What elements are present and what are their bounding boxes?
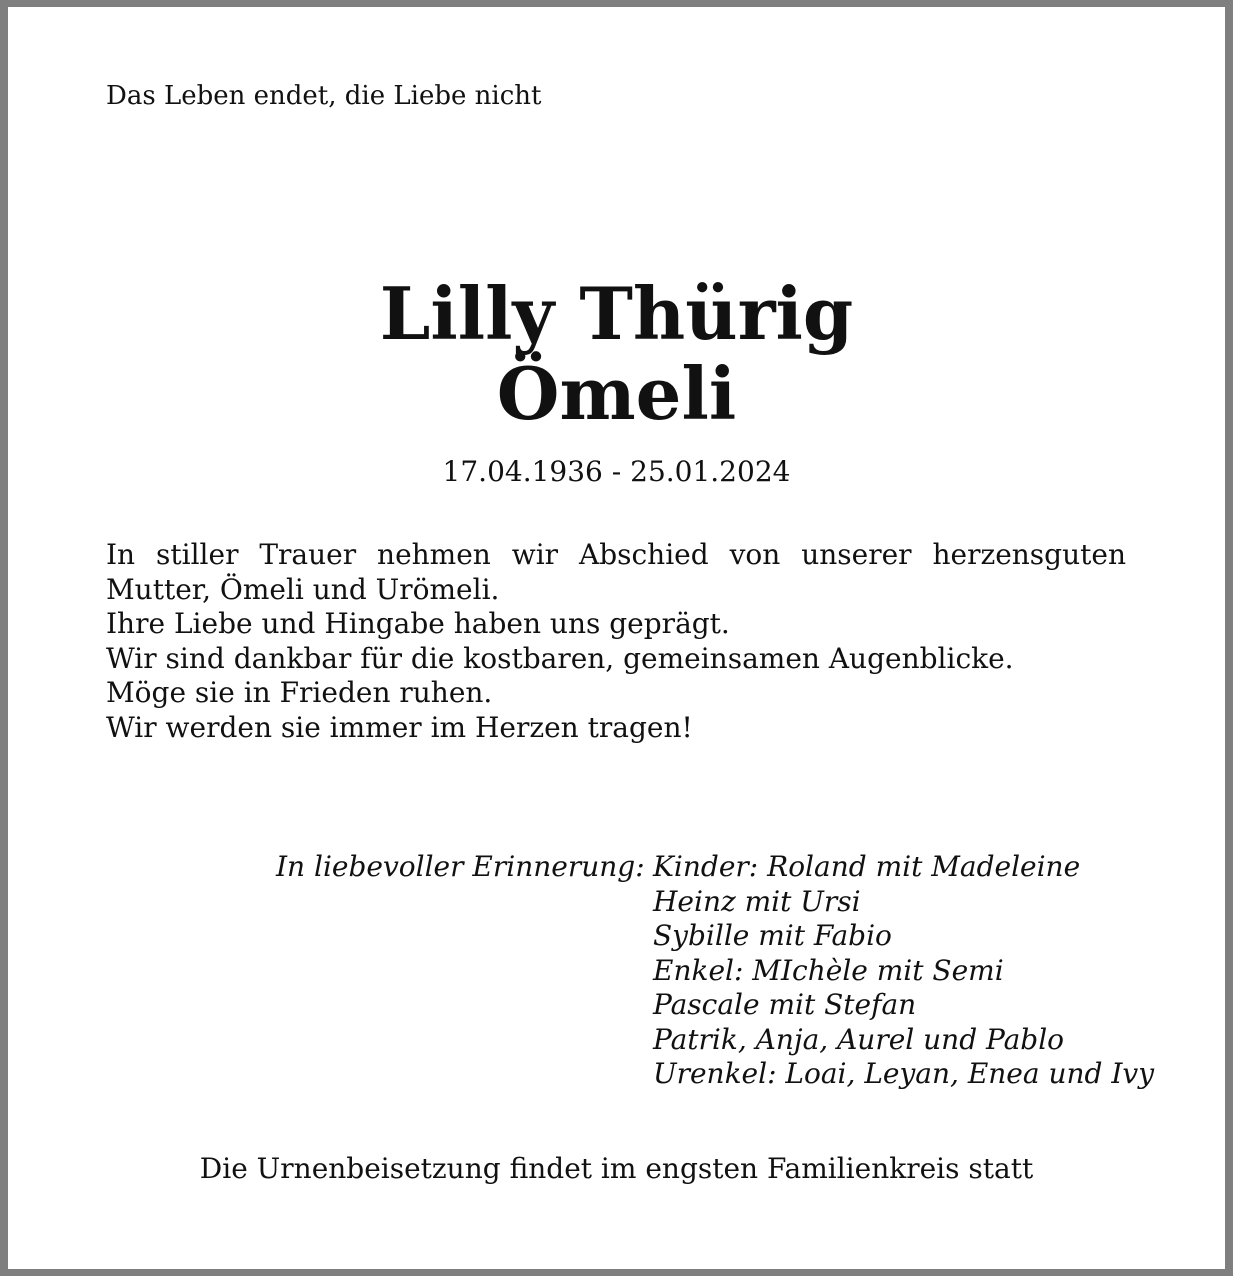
family-list-item: Heinz mit Ursi <box>653 884 861 918</box>
family-list-item: Patrik, Anja, Aurel und Pablo <box>653 1022 1065 1056</box>
mourning-text-line: Wir werden sie immer im Herzen tragen! <box>106 710 693 744</box>
family-list-item: Kinder: Roland mit Madeleine <box>653 850 1081 883</box>
mourning-text-line: In stiller Trauer nehmen wir Abschied von unserer herzensguten <box>106 538 1126 571</box>
family-list <box>653 850 1154 1092</box>
memory-label: In liebevoller Erinnerung: <box>276 850 645 883</box>
mourning-text-line: Ihre Liebe und Hingabe haben uns geprägt. <box>106 607 730 640</box>
deceased-name: Lilly Thürig <box>379 271 854 356</box>
motto: Das Leben endet, die Liebe nicht <box>106 81 542 111</box>
family-list-item: Pascale mit Stefan <box>653 988 917 1021</box>
life-dates: 17.04.1936 - 25.01.2024 <box>442 455 791 488</box>
deceased-nickname: Ömeli <box>496 351 737 436</box>
mourning-text-line: Mutter, Ömeli und Urömeli. <box>106 572 500 606</box>
family-list-item: Enkel: MIchèle mit Semi <box>653 953 1004 987</box>
mourning-text-line: Wir sind dankbar für die kostbaren, gemeinsamen Augenblicke. <box>106 641 1014 675</box>
mourning-text <box>106 538 1126 745</box>
mourning-text-line: Möge sie in Frieden ruhen. <box>106 676 493 709</box>
family-list-item: Urenkel: Loai, Leyan, Enea und Ivy <box>653 1057 1155 1090</box>
obituary-notice <box>8 7 1225 1269</box>
family-list-item: Sybille mit Fabio <box>653 919 892 952</box>
burial-note: Die Urnenbeisetzung findet im engsten Familienkreis statt <box>199 1152 1034 1185</box>
